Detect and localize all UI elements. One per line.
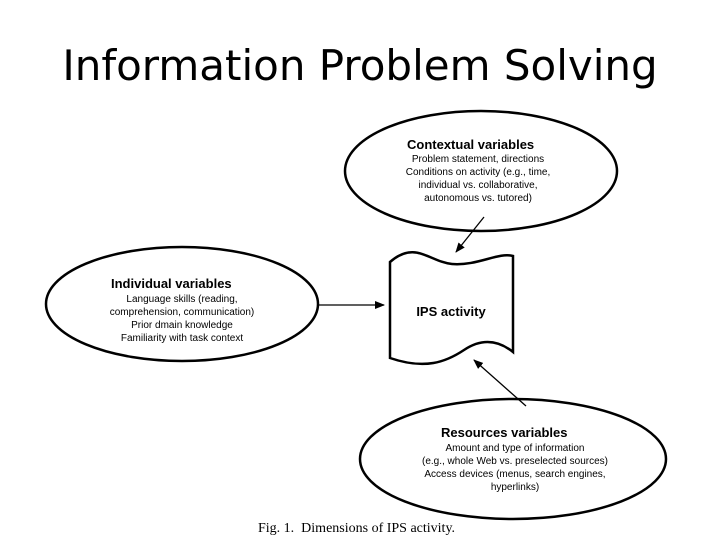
individual-variables-line: comprehension, communication) [109, 307, 255, 318]
individual-variables-line: Prior dmain knowledge [131, 320, 233, 331]
contextual-variables-line: Problem statement, directions [411, 154, 545, 165]
resources-variables-node [360, 399, 666, 519]
ips-activity-node [390, 252, 513, 364]
contextual-variables-line: autonomous vs. tutored) [424, 193, 532, 204]
contextual-variables-line: Conditions on activity (e.g., time, [405, 167, 551, 178]
slide-title: Information Problem Solving [62, 41, 658, 90]
figure-caption: Fig. 1. Dimensions of IPS activity. [258, 521, 456, 536]
contextual-variables-line: individual vs. collaborative, [418, 180, 538, 191]
contextual-variables-node [345, 111, 617, 231]
resources-variables-line: hyperlinks) [490, 482, 540, 493]
resources-variables-line: Access devices (menus, search engines, [424, 469, 606, 480]
individual-variables-title: Individual variables [111, 276, 232, 291]
ips-activity-label: IPS activity [416, 304, 486, 319]
resources-variables-line: (e.g., whole Web vs. preselected sources) [421, 456, 609, 467]
individual-variables-line: Language skills (reading, [126, 294, 238, 305]
resources-variables-line: Amount and type of information [445, 443, 585, 454]
contextual-variables-title: Contextual variables [407, 137, 535, 152]
individual-variables-node [46, 247, 318, 361]
individual-variables-line: Familiarity with task context [120, 333, 244, 344]
resources-variables-title: Resources variables [441, 425, 568, 440]
